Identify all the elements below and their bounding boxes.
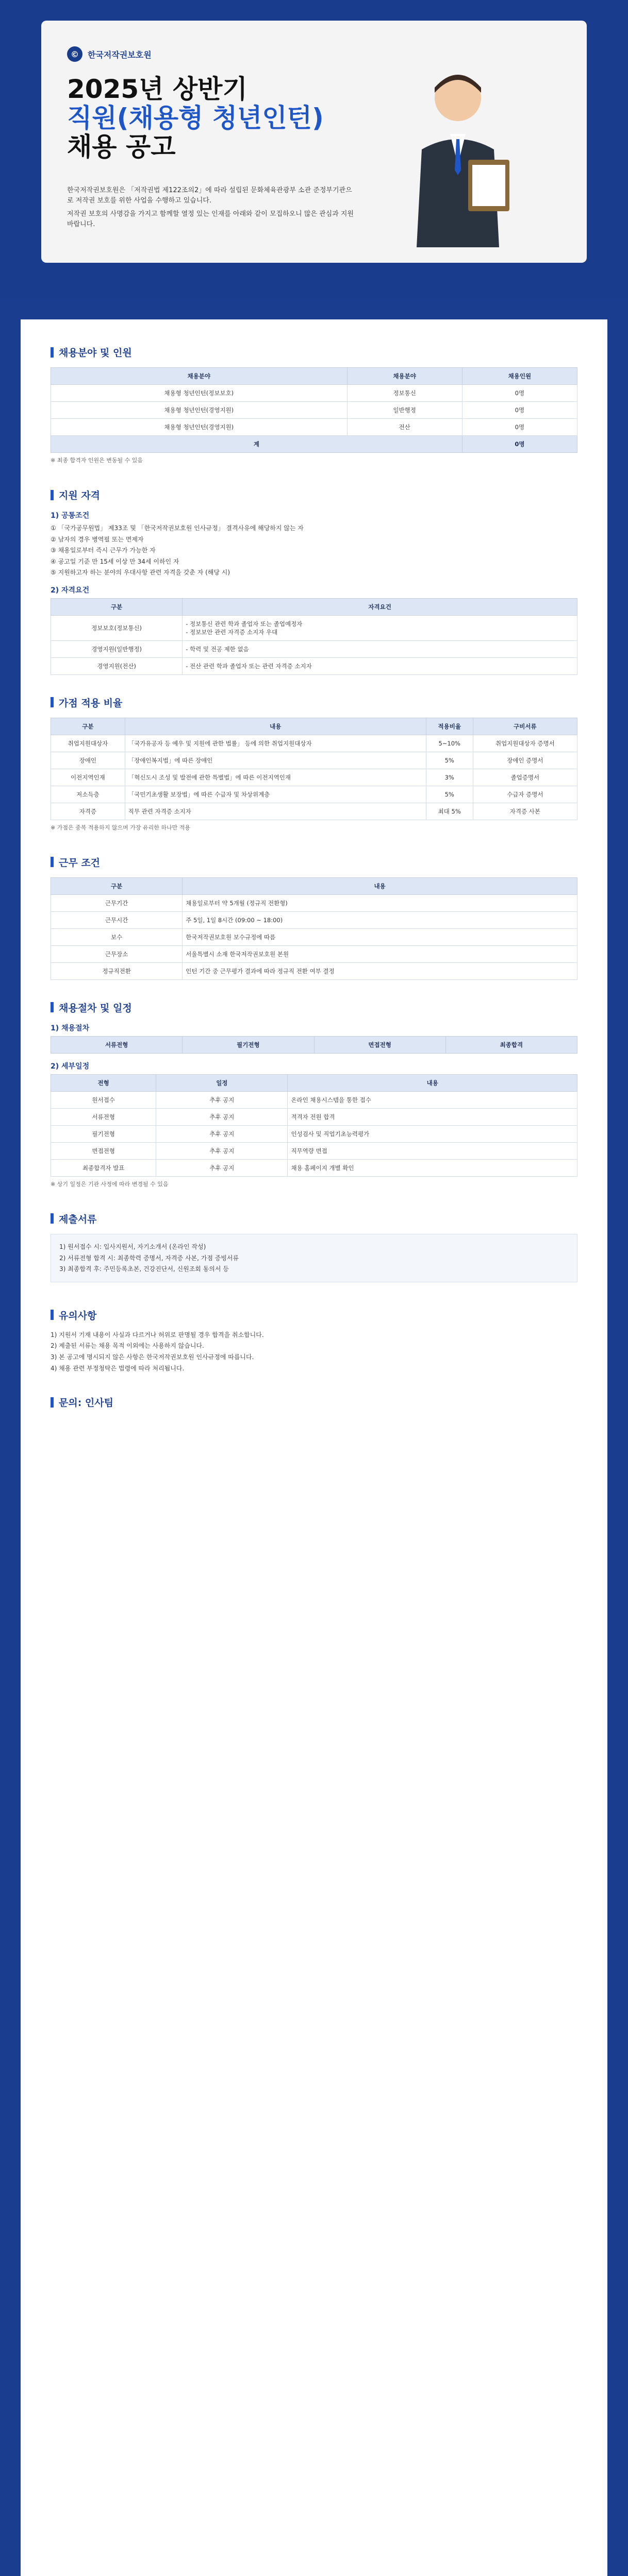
table-row: 필기전형 추후 공지 인성검사 및 직업기초능력평가 [51,1125,577,1142]
table-row: 경영지원(전산) - 전산 관련 학과 졸업자 또는 관련 자격증 소지자 [51,657,577,674]
table-row: 면접전형 추후 공지 직무역량 면접 [51,1142,577,1159]
section-marker-icon [51,347,54,358]
table-row: 근무장소 서울특별시 소재 한국저작권보호원 본원 [51,945,577,962]
section-positions [21,319,607,464]
announcement-body [21,319,607,2576]
table-row: 채용형 청년인턴(경영지원) 일반행정 0명 [51,402,577,419]
section-title: 유의사항 [59,1310,97,1321]
table-row: 최종합격자 발표 추후 공지 채용 홈페이지 개별 확인 [51,1159,577,1176]
table-header: 채용인원 [462,368,577,385]
documents-box: 1) 원서접수 시: 입사지원서, 자기소개서 (온라인 작성) 2) 서류전형 합격 시: 최종학력 증명서, 자격증 사본, 가점 증빙서류 3) 최종합격 후: 주민등록초본, 건강진단서, 신원조회 동의서 등 [51,1234,577,1282]
subsection-title: 2) 자격요건 [51,586,90,595]
section-title: 채용절차 및 일정 [59,1002,132,1014]
section-marker-icon [51,857,54,867]
section-schedule [21,980,607,1188]
section-marker-icon [51,697,54,707]
section-notices: 유의사항 1) 지원서 기재 내용이 사실과 다르거나 허위로 판명될 경우 합격을 취소합니다. 2) 제출된 서류는 채용 목적 이외에는 사용하지 않습니다. 3) 본 공고에 명시되지 않은 사항은 한국저작권보호원 인사규정에 따릅니다. 4) 채용 관련 부정청탁은 법령에 따라 처리됩니다. [21,1287,607,1373]
hero-banner [0,0,628,299]
table-total-row: 계 0명 [51,436,577,453]
businessperson-illustration-icon [391,62,525,247]
section-marker-icon [51,1397,54,1408]
table-header: 채용분야 [347,368,462,385]
section-title: 채용분야 및 인원 [59,347,132,359]
bonus-table: 구분 내용 적용비율 구비서류 취업지원대상자 「국가유공자 등 예우 및 지원에 관한 법률」 등에 의한 취업지원대상자 5~10% 취업지원대상자 증명서 장애인 「장애인복지법」에 따른 장애인 5% 장애인 증명서 이전지역인재 「혁신도시 조성 및 발전에 관한 특별법」에 따른 이전지역인재 3% 졸업증명서 저소득층 「국민기초생활 보장법」에 따른 수급자 및 차상위계층 5% 수급자 증명서 자격증 직무 관련 자격증 소지자 최대 5% 자격증 사본 [51,718,577,820]
subsection-title: 1) 채용절차 [51,1024,90,1032]
section-title: 가점 적용 비율 [59,697,123,709]
schedule-table: 전형 일정 내용 원서접수 추후 공지 온라인 채용시스템을 통한 접수 서류전형 추후 공지 적격자 전원 합격 필기전형 추후 공지 인성검사 및 직업기초능력평가 면접전형 추후 공지 직무역량 면접 최종합격자 발표 추후 공지 채용 홈페이지 개별 확인 [51,1074,577,1177]
section-title: 지원 자격 [59,490,101,501]
org-name: 한국저작권보호원 [88,49,152,60]
hero-desc-line: 한국저작권보호원은 「저작권법 제122조의2」에 따라 설립된 문화체육관광부 소관 준정부기관으로 저작권 보호를 위한 사업을 수행하고 있습니다. [67,187,352,205]
subsection-title: 1) 공통조건 [51,512,90,520]
conditions-table: 구분 내용 근무기간 채용일로부터 약 5개월 (정규직 전환형) 근무시간 주 5일, 1일 8시간 (09:00 ~ 18:00) 보수 한국저작권보호원 보수규정에 따름 근무장소 서울특별시 소재 한국저작권보호원 본원 정규직전환 인턴 기간 중 근무평가 결과에 따라 정규직 전환 여부 결정 [51,877,577,980]
table-row: 자격증 직무 관련 자격증 소지자 최대 5% 자격증 사본 [51,803,577,820]
subsection-title: 2) 세부일정 [51,1062,90,1071]
process-steps: 서류전형 필기전형 면접전형 최종합격 [51,1036,577,1054]
org-logo [67,46,152,62]
table-row: 장애인 「장애인복지법」에 따른 장애인 5% 장애인 증명서 [51,752,577,769]
section-marker-icon [51,490,54,500]
note: ※ 가점은 중복 적용하지 않으며 가장 유리한 하나만 적용 [51,824,190,831]
hero-desc-line: 저작권 보호의 사명감을 가지고 함께할 열정 있는 인재를 아래와 같이 모집하오니 많은 관심과 지원 바랍니다. [67,210,354,229]
table-row: 경영지원(일반행정) - 학력 및 전공 제한 없음 [51,640,577,657]
section-bonus-points [21,675,607,832]
hero-description [67,185,356,230]
note: ※ 상기 일정은 기관 사정에 따라 변경될 수 있음 [51,1180,169,1188]
section-work-conditions [21,835,607,980]
table-row: 저소득층 「국민기초생활 보장법」에 따른 수급자 및 차상위계층 5% 수급자 증명서 [51,786,577,803]
table-row: 채용형 청년인턴(정보보호) 정보통신 0명 [51,385,577,402]
hero-subtitle: 채용 공고 [67,132,176,162]
section-title: 근무 조건 [59,857,101,869]
qualification-table: 구분 자격요건 정보보호(정보통신) - 정보통신 관련 학과 졸업자 또는 졸업예정자 - 정보보안 관련 자격증 소지자 우대 경영지원(일반행정) - 학력 및 전공 제한 없음 경영지원(전산) - 전산 관련 학과 졸업자 또는 관련 자격증 소지자 [51,598,577,675]
table-row: 정규직전환 인턴 기간 중 근무평가 결과에 따라 정규직 전환 여부 결정 [51,962,577,979]
hero-position: 직원(채용형 청년인턴) [67,103,324,133]
section-documents [21,1191,607,1282]
section-qualifications: 지원 자격 1) 공통조건 ① 「국가공무원법」 제33조 및 「한국저작권보호원 인사규정」 결격사유에 해당하지 않는 자 ② 남자의 경우 병역필 또는 면제자 ③ 채용일로부터 즉시 근무가 가능한 자 ④ 공고일 기준 만 15세 이상 만 34세 이하인 자 ⑤ 지원하고자 하는 분야의 우대사항 관련 자격을 갖춘 자 (해당 시) 2) 자격요건 구분 자격요건 정보보호(정보통신) - 정보통신 관련 학과 졸업자 또는 졸업예정자 - 정보보안 관련 자격증 소지자 우대 경영지원(일반행정) - 학력 및 전공 제한 없음 경영지원(전산) - 전산 관련 학과 졸업자 또는 관련 자격증 소지자 [21,467,607,675]
note: ※ 최종 합격자 인원은 변동될 수 있음 [51,457,143,464]
positions-table [51,367,577,453]
section-contact [21,1375,607,1409]
section-title: 제출서류 [59,1213,97,1225]
section-marker-icon [51,1310,54,1320]
section-marker-icon [51,1213,54,1224]
hero-year: 2025년 상반기 [67,74,247,104]
hero-title [67,75,324,161]
section-marker-icon [51,1002,54,1012]
table-header: 채용분야 [51,368,348,385]
table-row: 원서접수 추후 공지 온라인 채용시스템을 통한 접수 [51,1091,577,1108]
table-row: 정보보호(정보통신) - 정보통신 관련 학과 졸업자 또는 졸업예정자 - 정보보안 관련 자격증 소지자 우대 [51,615,577,640]
table-row: 이전지역인재 「혁신도시 조성 및 발전에 관한 특별법」에 따른 이전지역인재 3% 졸업증명서 [51,769,577,786]
table-row: 서류전형 추후 공지 적격자 전원 합격 [51,1108,577,1125]
logo-mark-icon: © [67,46,82,62]
table-row: 보수 한국저작권보호원 보수규정에 따름 [51,928,577,945]
table-row: 취업지원대상자 「국가유공자 등 예우 및 지원에 관한 법률」 등에 의한 취업지원대상자 5~10% 취업지원대상자 증명서 [51,735,577,752]
table-row: 근무기간 채용일로부터 약 5개월 (정규직 전환형) [51,894,577,911]
section-title: 문의: 인사팀 [59,1397,113,1409]
table-row: 근무시간 주 5일, 1일 8시간 (09:00 ~ 18:00) [51,911,577,928]
table-row: 채용형 청년인턴(경영지원) 전산 0명 [51,419,577,436]
